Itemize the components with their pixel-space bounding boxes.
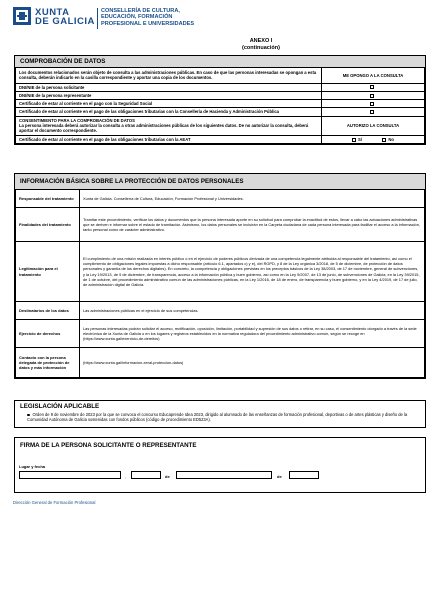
table-row (16, 320, 425, 348)
row-value: El cumplimiento de una misión realizada en interés público o en el ejercicio de poderes públicos derivada de una competencia legalmente atribuida al responsable del tratamiento, así como el cumplimiento de obligaciones legales impuestas a dicho responsable (artículo 6.1, apartados c) y e), del RGPD, y 8 de la Ley orgánica 3/2018, de 5 de diciembre, de protección de datos personales y garantía de los derechos digitales). En concreto, la competencia y obligaciones previstas en los preceptos básicos de la Ley 38/2003, de 17 de noviembre, general de subvenciones, y la Ley 19/2013, de 9 de diciembre, de transparencia, acceso a la información pública y buen gobierno, así como en la Ley 9/2007, de 13 de junio, de subvenciones de Galicia, en la Ley 39/2015, de 1 de octubre, del procedimiento administrativo común de las administraciones públicas, en la Ley 1/2016, de 18 de enero, de transparencia y buen gobierno, y en la Ley 4/2019, de 17 de julio, de administración digital de Galicia. (80, 242, 425, 302)
row-label: Responsable del tratamiento (16, 190, 80, 208)
oppose-checkbox-dni-solicitante[interactable] (370, 85, 374, 89)
table-row (16, 108, 425, 116)
conselleria-line-1: CONSELLERÍA DE CULTURA, (101, 8, 180, 14)
table-row (16, 135, 425, 143)
table-row (16, 208, 425, 242)
authorize-header: AUTORIZO LA CONSULTA (322, 116, 425, 135)
row-value: Las personas interesadas podrán solicitar el acceso, rectificación, oposición, limitación, portabilidad y supresión de sus datos o retirar, en su caso, el consentimiento otorgado a través de la sede electrónica de la Xunta de Galicia o en los lugares y registros establecidos en la normativa reguladora del procedimiento administrativo común, según se recoge en (https://www.xunta.gal/exercicio-de-dereitos) (80, 320, 425, 348)
row-label: DNI/NIE de la persona representante (16, 91, 322, 99)
data-protection-table (15, 189, 425, 378)
place-date-label: Lugar y fecha (19, 464, 46, 469)
table-row (16, 91, 425, 99)
xunta-de-galicia-logo (13, 7, 31, 25)
row-value: Tramitar este procedimiento, verificar los datos y documentos que la persona interesada aporte en su solicitud para comprobar la exactitud de estos, llevar a cabo las actuaciones administrativas que se deriven e informar sobre el estado de tramitación. Asimismo, los datos personales se incluirán en la Carpeta ciudadana de cada persona interesada para facilitar el acceso a la información, tanto personal como de carácter administrativo. (80, 208, 425, 242)
oppose-checkbox-dni-representante[interactable] (370, 94, 374, 98)
conselleria-line-2: EDUCACIÓN, FORMACIÓN (101, 14, 173, 21)
data-verification-section (14, 55, 426, 145)
row-label: Certificado de estar al corriente en el pago con la Seguridad Social (16, 100, 322, 108)
consent-text: La persona interesada deberá autorizar la consulta a otras administraciones públicas de los siguientes datos. De no autorizar la consulta, deberá aportar el documento correspondiente. (19, 123, 309, 134)
brand-name (35, 8, 95, 26)
yes-label: Sí (358, 136, 363, 142)
legislation-title: LEGISLACIÓN APLICABLE (20, 403, 100, 410)
signature-section (14, 437, 426, 493)
de-separator-1: de (165, 474, 170, 479)
place-field[interactable] (19, 471, 121, 479)
legislation-item (15, 412, 425, 427)
data-protection-section (14, 173, 426, 379)
row-label: DNI/NIE de la persona solicitante (16, 83, 322, 91)
data-verification-table (15, 67, 425, 144)
year-field[interactable] (289, 471, 319, 479)
brand-line-1: XUNTA (35, 7, 70, 18)
oppose-header: ME OPONGO A LA CONSULTA (322, 68, 425, 84)
authorize-yes-checkbox[interactable] (352, 138, 356, 142)
data-verification-title: COMPROBACIÓN DE DATOS (15, 56, 425, 67)
consent-row (16, 116, 425, 135)
brand-line-2: DE GALICIA (35, 16, 95, 27)
footer-directorate: Dirección General de Formación Profesional (13, 500, 96, 505)
verification-intro-row (16, 68, 425, 84)
day-field[interactable] (131, 471, 161, 479)
authorize-no-checkbox[interactable] (382, 138, 386, 142)
conselleria-name (101, 8, 194, 27)
table-row (16, 100, 425, 108)
table-row (16, 83, 425, 91)
row-value: (https://www.xunta.gal/informacion-xeral-proteccion-datos) (80, 348, 425, 378)
comma-separator: , (125, 474, 127, 479)
row-value: Xunta de Galicia. Consellería de Cultura, Educación, Formación Profesional y Universidades. (80, 190, 425, 208)
oppose-checkbox-hacienda[interactable] (370, 110, 374, 114)
table-row (16, 190, 425, 208)
de-separator-2: de (277, 474, 282, 479)
table-row (16, 302, 425, 320)
bullet-icon (27, 414, 30, 417)
row-label: Certificado de estar al corriente en el pago de las obligaciones tributarias con la AEAT (16, 135, 322, 143)
annex-continuation: (continuación) (242, 45, 280, 51)
month-field[interactable] (176, 471, 272, 479)
signature-title: FIRMA DE LA PERSONA SOLICITANTE O REPRESENTANTE (20, 442, 197, 449)
row-label: Destinatarios de los datos (16, 302, 80, 320)
annex-title: ANEXO I (249, 38, 273, 44)
page-header (13, 7, 428, 51)
place-date-row (19, 461, 419, 479)
annex-label (231, 38, 291, 52)
row-label: Ejercicio de derechos (16, 320, 80, 348)
table-row (16, 242, 425, 302)
verification-intro: Los documentos relacionados serán objeto de consulta a las administraciones públicas. En caso de que las personas interesadas se opongan a esta consulta, deberán indicarlo en la casilla correspondiente y aportar una copia de los documentos. (16, 68, 322, 84)
header-divider (97, 8, 98, 29)
data-protection-title: INFORMACIÓN BÁSICA SOBRE LA PROTECCIÓN DE DATOS PERSONALES (15, 174, 425, 189)
row-value: Las administraciones públicas en el ejercicio de sus competencias. (80, 302, 425, 320)
row-label: Contacto con la persona delegada de protección de datos y más información (16, 348, 80, 378)
no-label: No (388, 136, 394, 142)
conselleria-line-3: PROFESIONAL E UNIVERSIDADES (101, 20, 195, 27)
table-row (16, 348, 425, 378)
row-label: Certificado de estar al corriente en el pago de las obligaciones tributarias con la Consellería de Hacienda y Administración Pública (16, 108, 322, 116)
consent-title: CONSENTIMIENTO PARA LA COMPROBACIÓN DE DATOS (19, 117, 135, 123)
legislation-text: Orden de 9 de noviembre de 2023 por la que se convoca el concurso Educaprende Idea 2023, dirigido al alumnado de las enseñanzas de formación profesional, deportivas o de artes plásticas y diseño de la Comunidad Autónoma de Galicia sostenidas con fondos públicos (código de procedimiento ED523A). (27, 412, 408, 423)
legislation-section (14, 400, 426, 428)
row-label: Finalidades del tratamiento (16, 208, 80, 242)
row-label: Legitimación para el tratamiento (16, 242, 80, 302)
oppose-checkbox-seguridad-social[interactable] (370, 102, 374, 106)
